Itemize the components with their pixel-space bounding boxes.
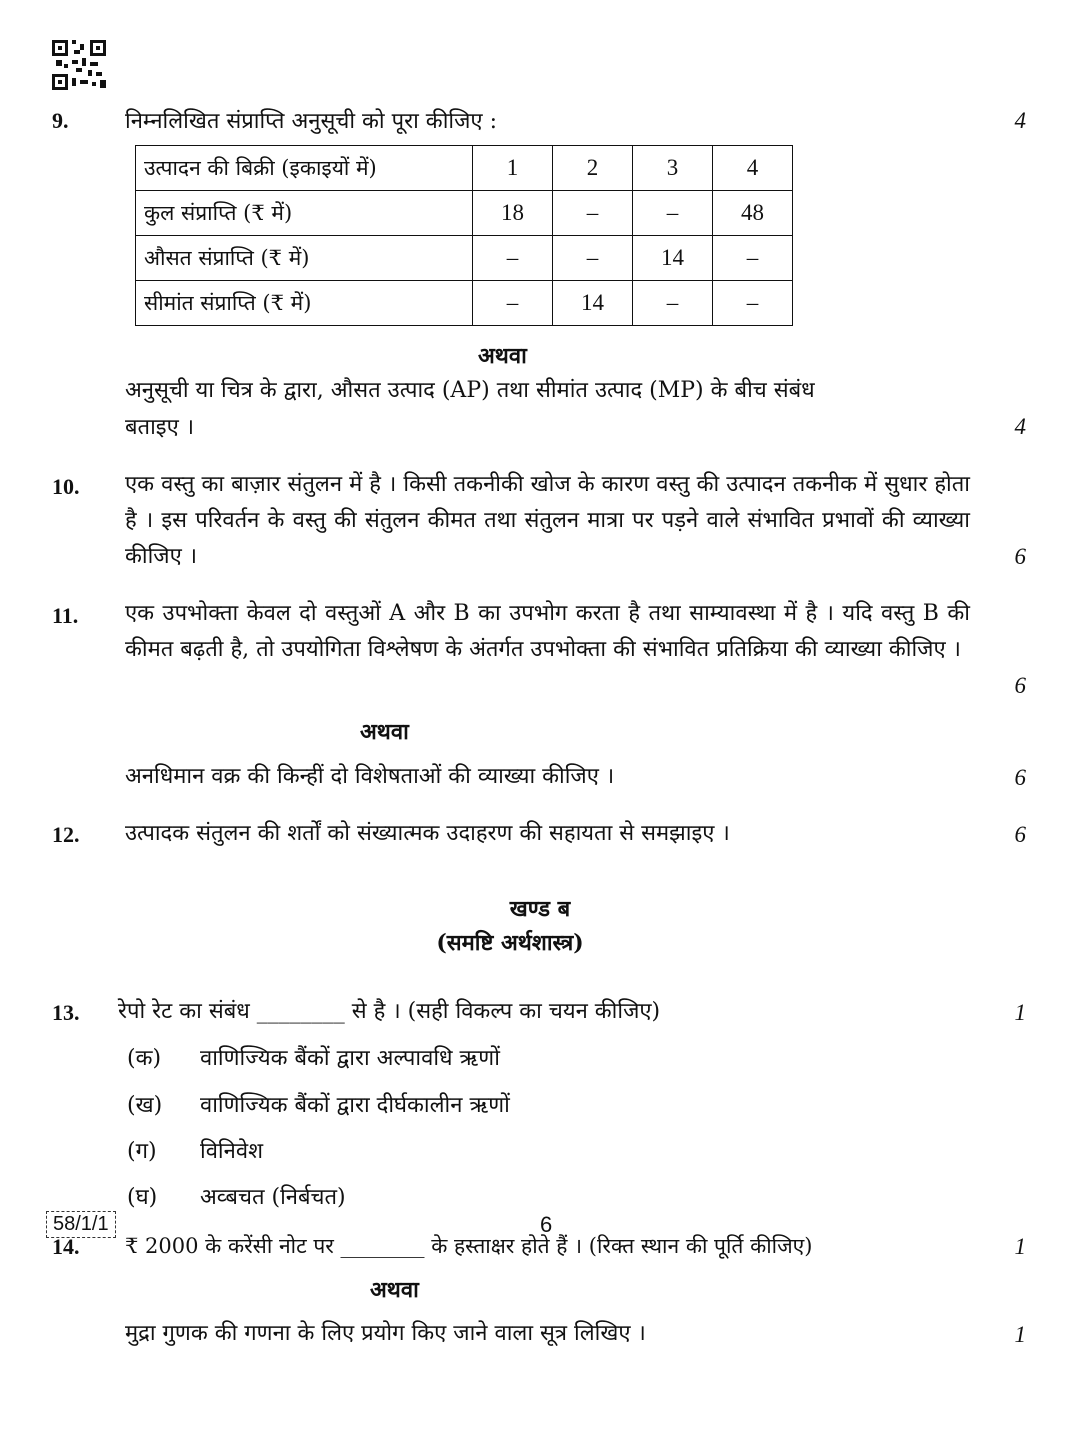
cell: – [473, 236, 553, 281]
option-text: विनिवेश [200, 1139, 264, 1164]
row-label: सीमांत संप्राप्ति (₹ में) [136, 281, 473, 326]
row-label: उत्पादन की बिक्री (इकाइयों में) [136, 146, 473, 191]
q11-marks: 6 [1014, 673, 1026, 698]
q9-alt-marks: 4 [1014, 414, 1026, 439]
page-number: 6 [540, 1212, 553, 1237]
q10-text: एक वस्तु का बाज़ार संतुलन में है । किसी तकनीकी खोज के कारण वस्तु की उत्पादन तकनीक में सुधार होता है । इस परिवर्तन के वस्तु की संतुलन कीमत तथा संतुलन मात्रा पर पड़ने वाले संभावित प्रभावों की व्याख्या कीजिए । [125, 472, 970, 569]
option-key: (घ) [127, 1185, 158, 1210]
cell: – [553, 191, 633, 236]
q14-text: ₹ 2000 के करेंसी नोट पर ________ के हस्ताक्षर होते हैं । (रिक्त स्थान की पूर्ति कीजिए) [125, 1234, 813, 1258]
section-subtitle: (समष्टि अर्थशास्त्र) [436, 930, 584, 956]
cell: 2 [553, 146, 633, 191]
q12-marks: 6 [1014, 822, 1026, 847]
q14-alt-marks: 1 [1014, 1322, 1026, 1347]
cell: – [633, 281, 713, 326]
q14-marks: 1 [1014, 1234, 1026, 1259]
cell: – [473, 281, 553, 326]
table-row [136, 191, 793, 236]
row-label: औसत संप्राप्ति (₹ में) [136, 236, 473, 281]
cell: – [553, 236, 633, 281]
q12-text: उत्पादक संतुलन की शर्तों को संख्यात्मक उदाहरण की सहायता से समझाइए । [125, 821, 730, 846]
q13-number: 13. [52, 1000, 80, 1025]
row-label: कुल संप्राप्ति (₹ में) [136, 191, 473, 236]
section-title: खण्ड ब [509, 896, 571, 922]
cell: 14 [553, 281, 633, 326]
q13-marks: 1 [1014, 1000, 1026, 1025]
cell: 14 [633, 236, 713, 281]
q9-marks: 4 [1014, 108, 1026, 133]
cell: – [713, 236, 793, 281]
cell: – [633, 191, 713, 236]
q9-number: 9. [52, 108, 69, 133]
q9-prompt: निम्नलिखित संप्राप्ति अनुसूची को पूरा कीजिए : [125, 109, 497, 134]
revenue-schedule-table [135, 145, 793, 326]
cell: 1 [473, 146, 553, 191]
q9-alt-line1: अनुसूची या चित्र के द्वारा, औसत उत्पाद (AP) तथा सीमांत उत्पाद (MP) के बीच संबंध [125, 378, 815, 403]
qr-code-icon [52, 40, 106, 90]
option-key: (ग) [127, 1139, 157, 1164]
option-key: (ख) [127, 1093, 163, 1118]
table-row [136, 281, 793, 326]
q11-number: 11. [52, 603, 79, 628]
q11-text: एक उपभोक्ता केवल दो वस्तुओं A और B का उपभोग करता है तथा साम्यावस्था में है । यदि वस्तु B की कीमत बढ़ती है, तो उपयोगिता विश्लेषण के अंतर्गत उपभोक्ता की संभावित प्रतिक्रिया की व्याख्या कीजिए । [125, 601, 970, 662]
option-key: (क) [127, 1046, 162, 1071]
q11-alt-marks: 6 [1014, 765, 1026, 790]
cell: 3 [633, 146, 713, 191]
table-row [136, 146, 793, 191]
q11-or-label: अथवा [360, 719, 409, 745]
q13-text: रेपो रेट का संबंध ________ से है । (सही विकल्प का चयन कीजिए) [118, 999, 661, 1024]
q9-or-label: अथवा [478, 343, 527, 369]
cell: 48 [713, 191, 793, 236]
option-text: वाणिज्यिक बैंकों द्वारा दीर्घकालीन ऋणों [200, 1093, 510, 1118]
q11-alt-text: अनधिमान वक्र की किन्हीं दो विशेषताओं की व्याख्या कीजिए । [125, 764, 615, 789]
cell: 4 [713, 146, 793, 191]
q9-alt-line2: बताइए । [125, 415, 195, 440]
q14-number: 14. [52, 1234, 80, 1259]
cell: 18 [473, 191, 553, 236]
table-row [136, 236, 793, 281]
q10-marks: 6 [1014, 544, 1026, 569]
option-text: अव्बचत (निर्बचत) [200, 1185, 346, 1210]
q14-or-label: अथवा [370, 1277, 419, 1303]
cell: – [713, 281, 793, 326]
paper-code: 58/1/1 [46, 1211, 116, 1238]
option-text: वाणिज्यिक बैंकों द्वारा अल्पावधि ऋणों [200, 1046, 500, 1071]
q14-alt-text: मुद्रा गुणक की गणना के लिए प्रयोग किए जाने वाला सूत्र लिखिए । [125, 1321, 646, 1346]
q12-number: 12. [52, 822, 80, 847]
q10-number: 10. [52, 474, 80, 499]
